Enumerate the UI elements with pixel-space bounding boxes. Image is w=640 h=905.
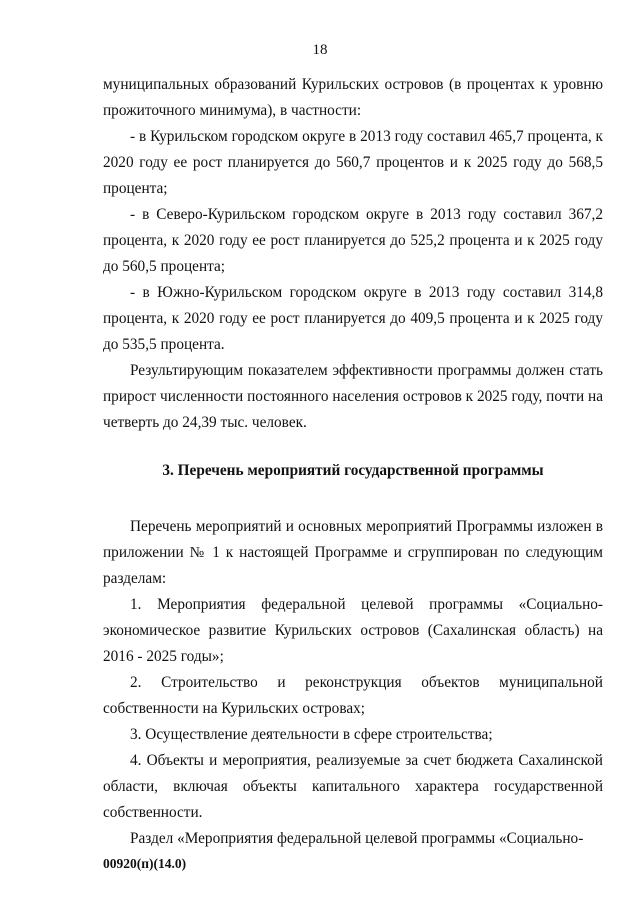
page-number: 18 <box>312 42 328 58</box>
paragraph: Результирующим показателем эффективности программы должен стать прирост численности постоянного населения островов к 2025 году, почти на четверть до 24,39 тыс. человек. <box>103 362 603 431</box>
document-code: 00920(п)(14.0) <box>103 856 187 871</box>
paragraph: - в Курильском городском округе в 2013 году составил 465,7 процента, к 2020 году ее рост планируется до 560,7 процентов и к 2025 году до 568,5 процента; <box>103 128 603 197</box>
paragraph: Раздел «Мероприятия федеральной целевой программы «Социально- <box>130 830 584 847</box>
document-body-bottom <box>103 514 603 852</box>
list-item: 4. Объекты и мероприятия, реализуемые за счет бюджета Сахалинской области, включая объекты капитального характера государственной собственности. <box>103 752 603 821</box>
list-item: 3. Осуществление деятельности в сфере строительства; <box>130 726 493 743</box>
list-item: 1. Мероприятия федеральной целевой программы «Социально-экономическое развитие Курильских островов (Сахалинская область) на 2016 - 2025 годы»; <box>103 596 603 665</box>
paragraph: муниципальных образований Курильских островов (в процентах к уровню прожиточного минимума), в частности: <box>103 76 603 119</box>
document-body-top <box>103 72 603 436</box>
paragraph: - в Южно-Курильском городском округе в 2013 году составил 314,8 процента, к 2020 году ее рост планируется до 409,5 процента и к 2025 году до 535,5 процента. <box>103 284 603 353</box>
paragraph: Перечень мероприятий и основных мероприятий Программы изложен в приложении № 1 к настоящей Программе и сгруппирован по следующим разделам: <box>103 518 603 587</box>
section-heading: 3. Перечень мероприятий государственной программы <box>162 462 544 479</box>
list-item: 2. Строительство и реконструкция объектов муниципальной собственности на Курильских островах; <box>103 674 603 717</box>
paragraph: - в Северо-Курильском городском округе в 2013 году составил 367,2 процента, к 2020 году ее рост планируется до 525,2 процента и к 2025 году до 560,5 процента; <box>103 206 603 275</box>
